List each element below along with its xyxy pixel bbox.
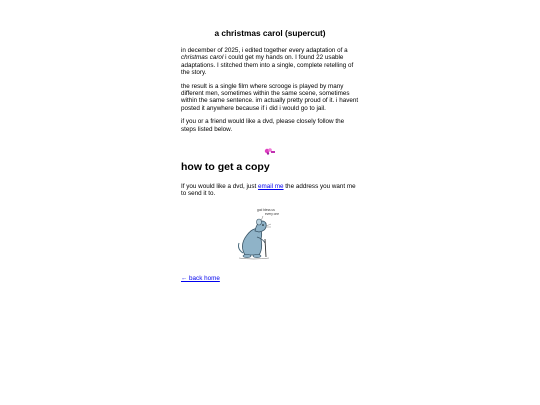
result-paragraph: the result is a single film where scrooge is played by many different men, sometimes within the same scene, sometimes within the same sentence. im actually pretty proud of it. i havent posted it anywhere because if i did i would go to jail. xyxy=(181,82,359,112)
gif-row xyxy=(181,143,359,153)
intro-paragraph xyxy=(181,47,359,77)
main-content xyxy=(181,28,359,285)
pink-sparkle-gif-icon xyxy=(264,143,276,152)
page-title: a christmas carol (supercut) xyxy=(214,28,326,38)
rat-caption-line-1: god bless us xyxy=(257,207,275,212)
back-home-link[interactable]: ← back home xyxy=(181,274,220,282)
rat-illustration xyxy=(181,205,359,261)
intro-text-a: in december of 2025, i edited together every adaptation of a xyxy=(181,47,348,54)
section-heading: how to get a copy xyxy=(181,161,270,174)
email-me-link[interactable]: email me xyxy=(258,183,284,191)
rat-caption-line-2: every one xyxy=(265,211,279,216)
copy-text-b: the address you want me to send it to. xyxy=(181,183,356,198)
copy-paragraph xyxy=(181,183,359,198)
intro-text-b: i could get my hands on. I found 22 usable adaptations. I stitched them into a single, complete retelling of the story. xyxy=(181,54,354,77)
copy-text-a: If you would like a dvd, just xyxy=(181,183,259,191)
rat-drawing-icon xyxy=(233,205,293,261)
intro-italic-title: christmas carol xyxy=(181,54,224,62)
dvd-paragraph: if you or a friend would like a dvd, please closely follow the steps listed below. xyxy=(181,118,345,133)
